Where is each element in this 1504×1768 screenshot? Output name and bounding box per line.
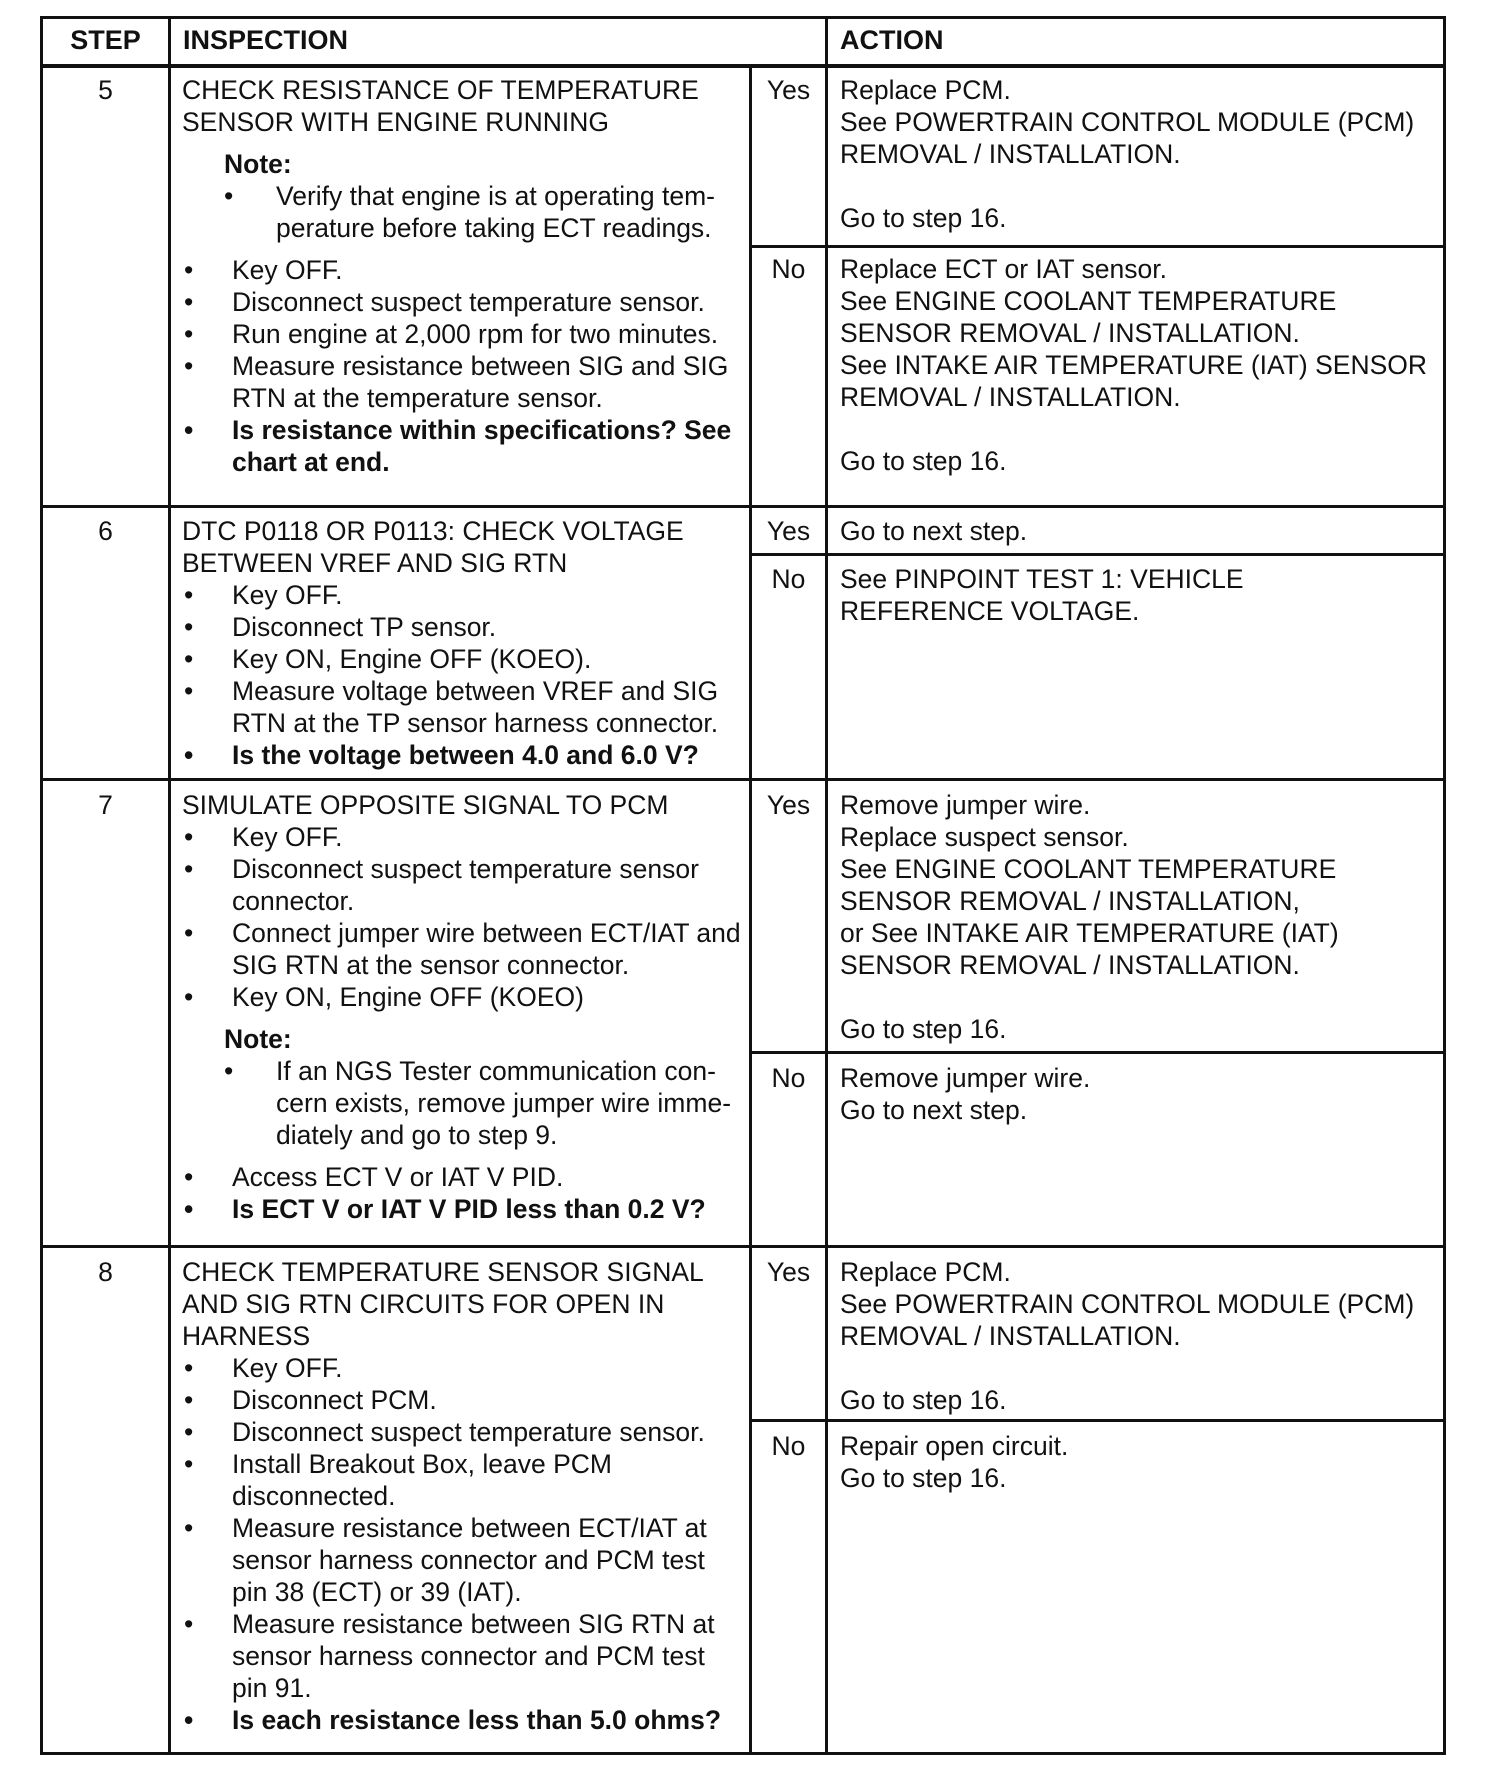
action-line: Replace ECT or IAT sensor.	[840, 254, 1167, 284]
yes-label: Yes	[766, 75, 811, 105]
procedure-item: • Key ON, Engine OFF (KOEO).	[182, 643, 744, 675]
procedure-item: • Disconnect TP sensor.	[182, 611, 744, 643]
question-item: • Is ECT V or IAT V PID less than 0.2 V?	[182, 1193, 744, 1225]
procedure-item: • Measure voltage between VREF and SIG RTN at the TP sensor harness connector.	[182, 675, 744, 739]
procedure-item: • Key OFF.	[182, 821, 744, 853]
action-line: See POWERTRAIN CONTROL MODULE (PCM) REMOVAL / INSTALLATION.	[840, 1289, 1415, 1351]
action-line: Go to next step.	[840, 516, 1028, 546]
action-line: Repair open circuit.	[840, 1431, 1069, 1461]
procedure-list	[182, 1352, 744, 1736]
procedure-item: • Key OFF.	[182, 254, 744, 286]
header-action: ACTION	[840, 25, 944, 55]
inspection-step-5	[182, 74, 744, 478]
action-line: See ENGINE COOLANT TEMPERATURE SENSOR REMOVAL / INSTALLATION.	[840, 286, 1337, 348]
divider-step-col	[168, 16, 171, 1755]
action-line: See INTAKE AIR TEMPERATURE (IAT) SENSOR REMOVAL / INSTALLATION.	[840, 350, 1428, 412]
table-border-top	[40, 16, 1446, 19]
action-line: Replace PCM.	[840, 75, 1011, 105]
yes-label: Yes	[766, 790, 811, 820]
goto-line: Go to step 16.	[840, 203, 1007, 233]
no-label: No	[771, 564, 806, 594]
procedure-list	[182, 821, 744, 1013]
procedure-item: • Measure resistance between SIG RTN at sensor harness connector and PCM test pin 91.	[182, 1608, 744, 1704]
procedure-item: • Key OFF.	[182, 1352, 744, 1384]
note-list	[182, 180, 744, 244]
procedure-item: • Measure resistance between SIG and SIG RTN at the temperature sensor.	[182, 350, 744, 414]
yn-separator-8	[749, 1419, 1446, 1422]
step-title: CHECK TEMPERATURE SENSOR SIGNAL AND SIG RTN CIRCUITS FOR OPEN IN HARNESS	[182, 1257, 703, 1351]
row-separator-5-6	[40, 505, 1446, 508]
step-title: SIMULATE OPPOSITE SIGNAL TO PCM	[182, 790, 669, 820]
goto-line: Go to step 16.	[840, 1385, 1007, 1415]
step-title: DTC P0118 OR P0113: CHECK VOLTAGE BETWEEN VREF AND SIG RTN	[182, 516, 684, 578]
yes-action-step-7	[840, 789, 1435, 1045]
action-line: Go to next step.	[840, 1095, 1028, 1125]
no-label: No	[771, 1063, 806, 1093]
procedure-item: • Key ON, Engine OFF (KOEO)	[182, 981, 744, 1013]
no-action-step-6	[840, 563, 1260, 627]
yn-separator-7	[749, 1051, 1446, 1054]
header-step: STEP	[70, 25, 141, 55]
no-action-step-7	[840, 1062, 1435, 1126]
procedure-item: • Run engine at 2,000 rpm for two minutes.	[182, 318, 744, 350]
note-item: • If an NGS Tester communication con-cern exists, remove jumper wire imme-diately and go to step 9.	[224, 1055, 744, 1151]
inspection-step-6	[182, 515, 744, 771]
goto-line: Go to step 16.	[840, 1014, 1007, 1044]
procedure-item: • Disconnect suspect temperature sensor.	[182, 1416, 744, 1448]
note-label: Note:	[224, 1024, 292, 1054]
yes-action-step-6	[840, 515, 1435, 547]
action-line: Replace suspect sensor.	[840, 822, 1129, 852]
step-number: 7	[98, 790, 113, 820]
procedure-item: • Disconnect suspect temperature sensor connector.	[182, 853, 744, 917]
procedure-list	[182, 579, 744, 771]
no-label: No	[771, 254, 806, 284]
no-label: No	[771, 1431, 806, 1461]
procedure-item: • Key OFF.	[182, 579, 744, 611]
procedure-item: • Disconnect PCM.	[182, 1384, 744, 1416]
step-number: 5	[98, 75, 113, 105]
inspection-step-7	[182, 789, 744, 1225]
table-border-left	[40, 16, 43, 1755]
action-line: Replace PCM.	[840, 1257, 1011, 1287]
note-item: • Verify that engine is at operating tem-perature before taking ECT readings.	[224, 180, 744, 244]
yn-separator-6	[749, 553, 1446, 556]
step-number: 6	[98, 516, 113, 546]
table-border-bottom	[40, 1752, 1446, 1755]
action-line: See ENGINE COOLANT TEMPERATURE SENSOR REMOVAL / INSTALLATION,	[840, 854, 1337, 916]
note-label: Note:	[224, 149, 292, 179]
action-line: Remove jumper wire.	[840, 1063, 1091, 1093]
inspection-step-8	[182, 1256, 744, 1736]
procedure-item: • Connect jumper wire between ECT/IAT and SIG RTN at the sensor connector.	[182, 917, 744, 981]
question-item: • Is each resistance less than 5.0 ohms?	[182, 1704, 744, 1736]
header-inspection: INSPECTION	[183, 25, 349, 55]
note-list	[182, 1055, 744, 1151]
action-line: Go to step 16.	[840, 1463, 1007, 1493]
action-line: or See INTAKE AIR TEMPERATURE (IAT) SENSOR REMOVAL / INSTALLATION.	[840, 918, 1339, 980]
procedure-item: • Install Breakout Box, leave PCM disconnected.	[182, 1448, 744, 1512]
yes-action-step-5	[840, 74, 1435, 234]
procedure-item: • Access ECT V or IAT V PID.	[182, 1161, 744, 1193]
question-item: • Is the voltage between 4.0 and 6.0 V?	[182, 739, 744, 771]
procedure-list	[182, 1161, 744, 1225]
yn-separator-5	[749, 245, 1446, 248]
step-number: 8	[98, 1257, 113, 1287]
row-separator-6-7	[40, 778, 1446, 781]
yes-label: Yes	[766, 1257, 811, 1287]
procedure-item: • Disconnect suspect temperature sensor.	[182, 286, 744, 318]
no-action-step-8	[840, 1430, 1435, 1494]
no-action-step-5	[840, 253, 1435, 477]
yes-action-step-8	[840, 1256, 1440, 1416]
question-item: • Is resistance within specifications? See chart at end.	[182, 414, 744, 478]
step-title: CHECK RESISTANCE OF TEMPERATURE SENSOR WITH ENGINE RUNNING	[182, 75, 699, 137]
action-line: See PINPOINT TEST 1: VEHICLE REFERENCE VOLTAGE.	[840, 564, 1244, 626]
divider-yn-col	[749, 66, 752, 1755]
row-separator-7-8	[40, 1245, 1446, 1248]
action-line: See POWERTRAIN CONTROL MODULE (PCM) REMOVAL / INSTALLATION.	[840, 107, 1415, 169]
action-line: Remove jumper wire.	[840, 790, 1091, 820]
table-border-right	[1443, 16, 1446, 1755]
header-separator	[40, 64, 1446, 68]
divider-action-col	[825, 16, 828, 1755]
procedure-item: • Measure resistance between ECT/IAT at sensor harness connector and PCM test pin 38 (ECT) or 39 (IAT).	[182, 1512, 744, 1608]
procedure-list	[182, 254, 744, 478]
goto-line: Go to step 16.	[840, 446, 1007, 476]
yes-label: Yes	[766, 516, 811, 546]
